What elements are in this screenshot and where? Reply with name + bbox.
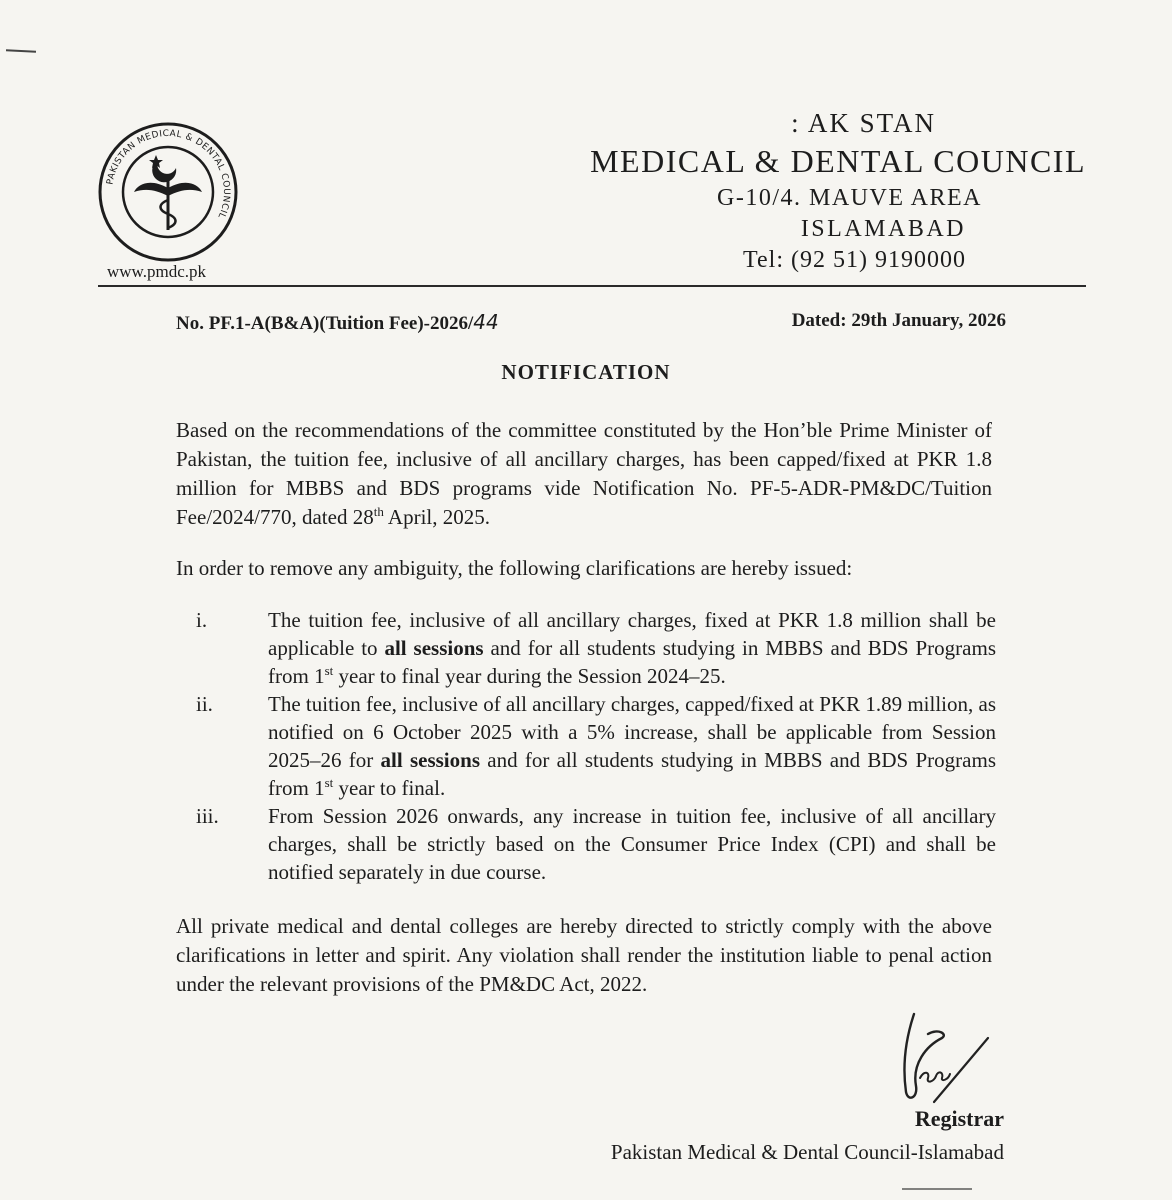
clause-text xyxy=(268,690,996,802)
notification-title: NOTIFICATION xyxy=(501,360,671,384)
clause-ii xyxy=(196,690,996,802)
paragraph-background-text: Based on the recommendations of the committee constituted by the Hon’ble Prime Minister of Pakistan, the tuition fee, inclusive of all ancillary charges, has been capped/fixed at PKR 1.8 million for MBBS and BDS programs vide Notification No. PF-5-ADR-PM&DC/Tuition Fee/2024/770, dated 28 xyxy=(176,418,992,529)
header-divider xyxy=(98,285,1086,287)
svg-text:PAKISTAN MEDICAL & DENTAL COUN: PAKISTAN MEDICAL & DENTAL COUNCIL xyxy=(105,128,232,220)
pmdc-seal-logo xyxy=(98,122,238,262)
clause-emphasis: all sessions xyxy=(380,748,480,772)
paragraph-background-text-end: April, 2025. xyxy=(383,505,491,529)
clarifications-list xyxy=(196,606,996,886)
letterhead-country: : AK STAN xyxy=(791,108,936,138)
registrar-signature xyxy=(876,1008,1006,1108)
clause-number: ii. xyxy=(196,692,213,716)
reference-number xyxy=(176,310,499,335)
clause-text xyxy=(268,606,996,690)
clause-i xyxy=(196,606,996,690)
paragraph-compliance-directive: All private medical and dental colleges are hereby directed to strictly comply with the above clarifications in letter and spirit. Any violation shall render the institution liable to penal action under the relevant provisions of the PM&DC Act, 2022. xyxy=(176,914,992,996)
letterhead xyxy=(566,108,1086,272)
clause-text-part: The tuition fee, inclusive of all ancillary charges, capped/fixed at PKR 1.89 million, as notified on 6 October 2025 with a 5% increase, shall be applicable from Session 2025–26 for xyxy=(268,692,996,772)
signatory-title: Registrar xyxy=(914,1106,1004,1131)
clause-text-part: and for all students studying in MBBS and BDS Programs from 1 xyxy=(268,636,996,688)
letterhead-address: G-10/4. MAUVE AREA xyxy=(717,185,982,211)
ordinal-suffix: st xyxy=(324,663,334,678)
reference-number-handwritten: 44 xyxy=(473,310,499,334)
reference-number-prefix: No. PF.1-A(B&A)(Tuition Fee)-2026/ xyxy=(176,313,474,334)
clause-text-part: year to final year during the Session 2024–25. xyxy=(333,664,726,688)
clause-number: iii. xyxy=(196,804,219,828)
clause-text-part: and for all students studying in MBBS and BDS Programs from 1 xyxy=(268,748,996,800)
scan-mark xyxy=(6,49,36,53)
ordinal-suffix: st xyxy=(324,775,334,790)
clause-text: From Session 2026 onwards, any increase in tuition fee, inclusive of all ancillary charges, shall be strictly based on the Consumer Price Index (CPI) and shall be notified separately in due course. xyxy=(268,804,996,884)
clause-text-part: year to final. xyxy=(333,776,446,800)
clause-number: i. xyxy=(196,608,208,632)
clause-text-part: The tuition fee, inclusive of all ancillary charges, fixed at PKR 1.8 million shall be applicable to xyxy=(268,608,996,660)
cropped-text-fragment xyxy=(902,1188,972,1200)
letterhead-city: ISLAMABAD xyxy=(800,216,966,242)
letterhead-council-name: MEDICAL & DENTAL COUNCIL xyxy=(590,143,1086,179)
signatory-organization: Pakistan Medical & Dental Council-Islamabad xyxy=(610,1140,1004,1164)
paragraph-background xyxy=(176,416,992,532)
notification-date: Dated: 29th January, 2026 xyxy=(791,310,1006,331)
date-ordinal: th xyxy=(373,504,384,519)
clause-emphasis: all sessions xyxy=(384,636,484,660)
clause-iii xyxy=(196,802,996,886)
website-url: www.pmdc.pk xyxy=(107,262,206,281)
letterhead-telephone: Tel: (92 51) 9190000 xyxy=(743,247,966,273)
paragraph-clarifications-intro: In order to remove any ambiguity, the following clarifications are hereby issued: xyxy=(176,556,853,580)
